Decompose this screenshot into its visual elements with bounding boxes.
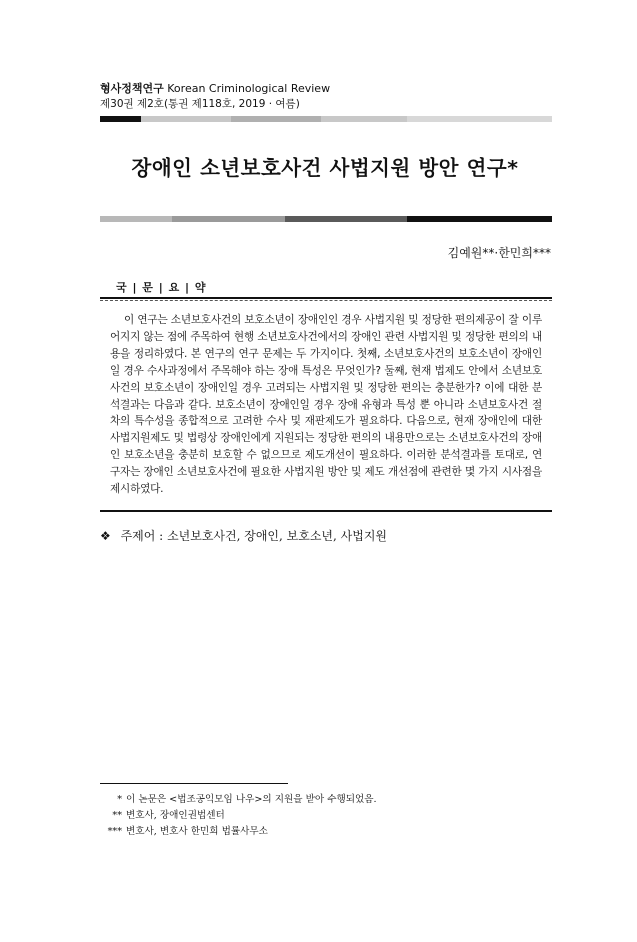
footnote-text: 이 논문은 <법조공익모임 나우>의 지원을 받아 수행되었음.: [126, 794, 377, 805]
footnote: [100, 792, 377, 808]
title-color-band: [100, 216, 552, 222]
journal-name-ko: 형사정책연구: [100, 82, 164, 95]
abstract-text: 이 연구는 소년보호사건의 보호소년이 장애인인 경우 사법지원 및 정당한 편의제공이 잘 이루어지지 않는 점에 주목하여 현행 소년보호사건에서의 장애인 관련 사법지원 및 정당한 편의의 내용을 정리하였다. 본 연구의 연구 문제는 두 가지이다. 첫째, 소년보호사건의 보호소년이 장애인일 경우 수사과정에서 주목해야 하는 장애 특성은 무엇인가? 둘째, 현재 법제도 안에서 소년보호사건의 보호소년이 장애인일 경우 고려되는 사법지원 및 정당한 편의는 충분한가? 이에 대한 분석결과는 다음과 같다. 보호소년이 장애인일 경우 장애 유형과 특성 뿐 아니라 소년보호사건 절차의 특수성을 종합적으로 고려한 수사 및 재판제도가 필요하다. 다음으로, 현재 장애인에 대한 사법지원제도 및 법령상 장애인에게 지원되는 정당한 편의의 내용만으로는 소년보호사건의 장애인 보호소년을 충분히 보호할 수 없으므로 제도개선이 필요하다. 이러한 분석결과를 토대로, 연구자는 장애인 소년보호사건에 필요한 사법지원 방안 및 제도 개선점에 관련한 몇 가지 시사점을 제시하였다.: [110, 314, 542, 496]
footnote-mark: **: [112, 810, 122, 821]
paper-title: 장애인 소년보호사건 사법지원 방안 연구*: [131, 156, 519, 180]
footnote-text: 변호사, 변호사 한민희 법률사무소: [126, 826, 268, 837]
footnotes: [100, 792, 377, 840]
journal-name-en: Korean Criminological Review: [167, 82, 331, 95]
footnote-text: 변호사, 장애인권법센터: [126, 810, 225, 821]
footnote-mark: ***: [107, 826, 122, 837]
journal-issue: 제30권 제2호(통권 제118호, 2019 · 여름): [100, 98, 300, 110]
footnote: [100, 808, 377, 824]
abstract-top-rule: [100, 297, 552, 299]
footnote: [100, 824, 377, 840]
footnote-mark: *: [117, 794, 122, 805]
journal-header: [100, 82, 550, 111]
header-color-band: [100, 116, 552, 122]
keywords-list: 소년보호사건, 장애인, 보호소년, 사법지원: [167, 529, 388, 543]
journal-name: [100, 82, 550, 96]
abstract-heading: 국 | 문 | 요 | 약: [116, 281, 207, 294]
keyword-bullet: ❖: [100, 529, 111, 543]
authors: 김예원**·한민희***: [447, 246, 551, 260]
footnote-rule: [100, 783, 288, 784]
abstract-top-dashed-rule: [100, 300, 552, 301]
abstract-bottom-rule: [100, 510, 552, 512]
keywords: [100, 527, 387, 544]
keywords-label: 주제어 :: [120, 529, 164, 543]
